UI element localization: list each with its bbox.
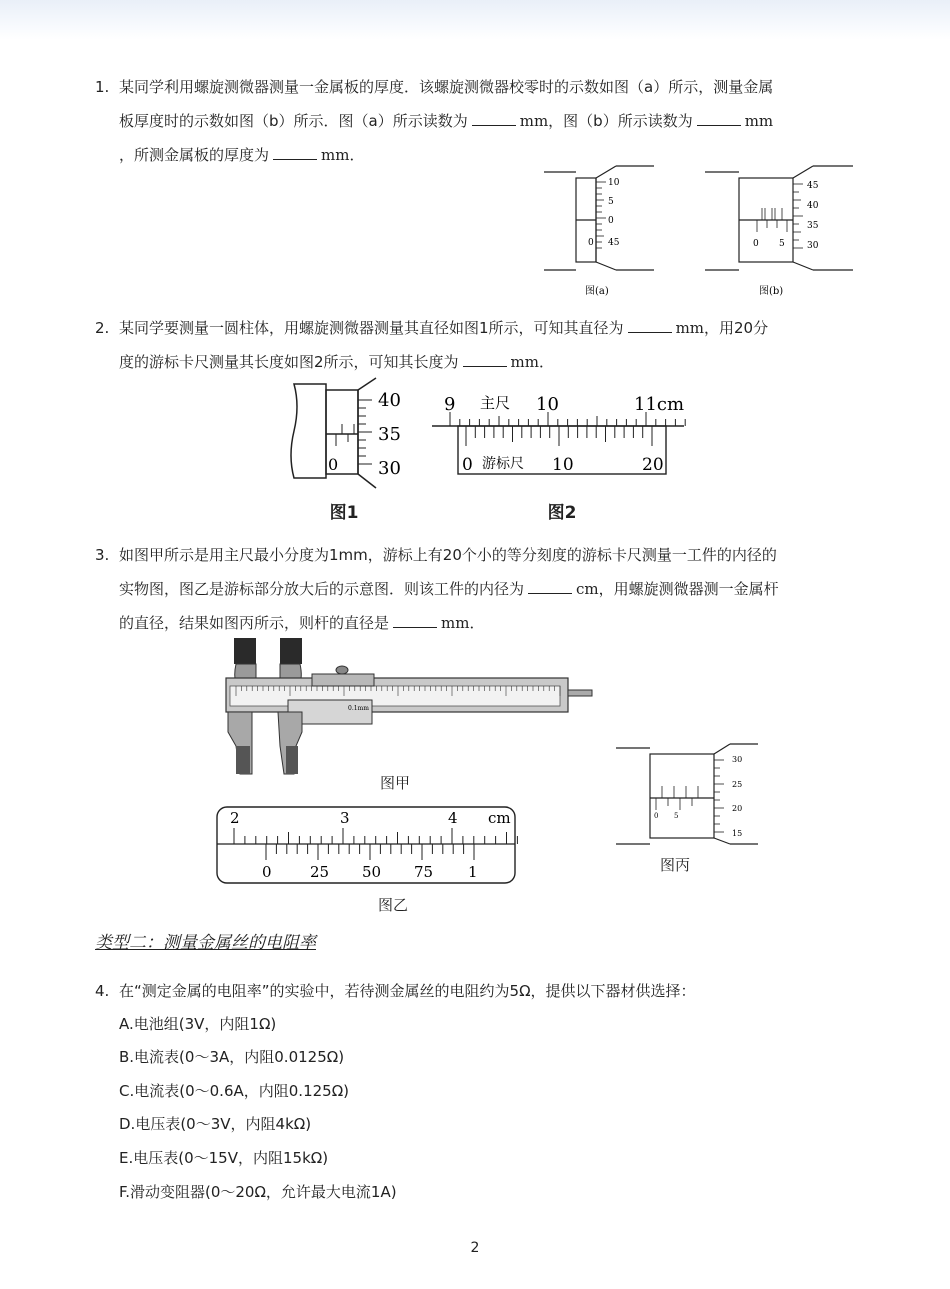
section-title: 类型二：测量金属丝的电阻率 [95, 933, 316, 953]
figure-caption: 图丙 [659, 856, 690, 874]
tick-label: 0 [753, 239, 759, 249]
tick-label: 45 [608, 238, 620, 248]
unit-label: mm [519, 112, 549, 130]
vernier-figure-2 [428, 386, 688, 484]
tick-label: 40 [807, 201, 819, 211]
answer-blank[interactable] [393, 609, 437, 628]
answer-blank[interactable] [273, 141, 317, 160]
tick-label: 1 [468, 863, 478, 881]
option-d: D.电压表(0～3V，内阻4kΩ) [119, 1115, 312, 1133]
vernier-scale-label: 游标尺 [482, 456, 524, 472]
tick-label: 15 [732, 829, 743, 838]
tick-label: 0 [462, 455, 473, 475]
tick-label: 5 [674, 812, 679, 820]
tick-label: 45 [807, 181, 819, 191]
question-text: 某同学要测量一圆柱体，用螺旋测微器测量其直径如图1所示，可知其直径为 [119, 319, 624, 337]
tick-label: 0 [588, 238, 594, 248]
question-text: ，用20分 [704, 319, 769, 337]
question-number: 4. [95, 982, 110, 1000]
question-2 [95, 311, 865, 379]
question-text: ． [469, 614, 485, 632]
caliper-photo [222, 636, 598, 778]
unit-label: cm [576, 580, 599, 598]
question-number: 1. [95, 78, 110, 96]
unit-label: mm [441, 614, 470, 632]
question-text: ． [349, 146, 365, 164]
figure-caption: 图1 [329, 503, 359, 523]
tick-label: 3 [340, 809, 350, 827]
tick-label: 25 [732, 780, 743, 789]
tick-label: 20 [732, 804, 743, 813]
option-e: E.电压表(0～15V，内阻15kΩ) [119, 1149, 329, 1167]
tick-label: 35 [807, 221, 819, 231]
main-scale-label: 主尺 [480, 394, 511, 412]
question-1 [95, 70, 865, 172]
option-c: C.电流表(0～0.6A，内阻0.125Ω) [119, 1082, 350, 1100]
question-text: 如图甲所示是用主尺最小分度为1mm，游标上有20个小的等分刻度的游标卡尺测量一工件的内径的 [119, 546, 777, 564]
tick-label: cm [488, 809, 511, 827]
tick-label: 50 [362, 863, 382, 881]
question-number: 3. [95, 546, 110, 564]
micrometer-figure-1 [284, 376, 414, 496]
tick-label: 11cm [634, 394, 685, 415]
scale-label: 0.1mm [348, 705, 369, 712]
tick-label: 5 [608, 197, 614, 207]
tick-label: 10 [536, 394, 559, 415]
question-number: 2. [95, 319, 110, 337]
tick-label: 2 [230, 809, 240, 827]
unit-label: mm [675, 319, 705, 337]
option-a: A.电池组(3V，内阻1Ω) [119, 1015, 277, 1033]
figure-caption: 图乙 [377, 896, 408, 914]
question-text: 实物图，图乙是游标部分放大后的示意图．则该工件的内径为 [119, 580, 525, 598]
header-band [0, 0, 950, 40]
tick-label: 30 [807, 241, 819, 251]
tick-label: 9 [444, 394, 456, 415]
tick-label: 4 [448, 809, 458, 827]
question-text: ，图（b）所示读数为 [548, 112, 693, 130]
tick-label: 40 [378, 390, 401, 411]
tick-label: 0 [608, 216, 614, 226]
page-number: 2 [470, 1240, 480, 1256]
tick-label: 20 [642, 455, 664, 475]
tick-label: 30 [378, 458, 401, 479]
question-text: 度的游标卡尺测量其长度如图2所示，可知其长度为 [119, 353, 459, 371]
answer-blank[interactable] [628, 314, 672, 333]
unit-label: mm [510, 353, 539, 371]
tick-label: 35 [378, 424, 401, 445]
question-text: 的直径，结果如图丙所示，则杆的直径是 [119, 614, 390, 632]
answer-blank[interactable] [472, 107, 516, 126]
tick-label: 75 [414, 863, 434, 881]
micrometer-figure-bing [612, 742, 762, 850]
question-3 [95, 538, 865, 640]
question-text: 某同学利用螺旋测微器测量一金属板的厚度．该螺旋测微器校零时的示数如图（a）所示，测量金属 [119, 78, 774, 96]
answer-blank[interactable] [697, 107, 741, 126]
tick-label: 0 [654, 812, 659, 820]
tick-label: 25 [310, 863, 330, 881]
tick-label: 10 [608, 178, 620, 188]
question-text: ，所测金属板的厚度为 [119, 146, 270, 164]
tick-label: 10 [552, 455, 574, 475]
figure-caption: 图2 [547, 503, 577, 523]
vernier-zoom-figure [214, 804, 518, 886]
question-text: ，用螺旋测微器测一金属杆 [598, 580, 779, 598]
answer-blank[interactable] [528, 575, 572, 594]
figure-caption: 图(b) [759, 286, 784, 297]
question-4 [95, 974, 865, 1008]
micrometer-figure-b [703, 162, 858, 300]
question-text: ． [539, 353, 555, 371]
figure-caption: 图甲 [379, 774, 410, 792]
unit-label: mm [321, 146, 350, 164]
tick-label: 0 [328, 455, 339, 474]
tick-label: 30 [732, 755, 743, 764]
tick-label: 5 [779, 239, 785, 249]
answer-blank[interactable] [463, 348, 507, 367]
question-text: 板厚度时的示数如图（b）所示．图（a）所示读数为 [119, 112, 468, 130]
tick-label: 0 [262, 863, 272, 881]
option-f: F.滑动变阻器(0～20Ω，允许最大电流1A) [119, 1183, 397, 1201]
question-text: 在“测定金属的电阻率”的实验中，若待测金属丝的电阻约为5Ω，提供以下器材供选择： [119, 982, 696, 1000]
unit-label: mm [744, 112, 774, 130]
figure-caption: 图(a) [585, 286, 609, 297]
micrometer-figure-a [540, 162, 690, 300]
option-b: B.电流表(0～3A，内阻0.0125Ω) [119, 1048, 345, 1066]
